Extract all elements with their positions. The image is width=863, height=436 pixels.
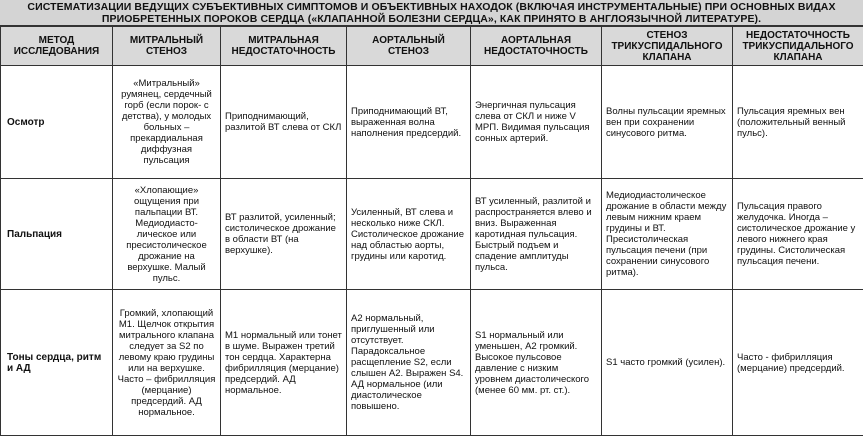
table-cell: Усиленный, ВТ слева и несколько ниже СКЛ. Систолическое дрожание над областью аорты, грудины или каротид. (347, 179, 471, 290)
comparison-table (0, 26, 863, 436)
table-cell: ВТ разлитой, усиленный; систолическое дрожание в области ВТ (на верхушке). (221, 179, 347, 290)
table-title (0, 0, 863, 26)
table-cell: «Митральный» румянец, сердечный горб (если порок- с детства), у молодых больных – прекардиальная диффузная пульсация (113, 66, 221, 179)
row-method-label: Осмотр (1, 66, 113, 179)
row-method-label: Тоны сердца, ритм и АД (1, 290, 113, 436)
header-mitral-regurgitation: МИТРАЛЬНАЯ НЕДОСТАТОЧНОСТЬ (221, 27, 347, 66)
table-cell: Пульсация правого желудочка. Иногда – систолическое дрожание у левого нижнего края грудины. Систолическая пульсация печени. (733, 179, 863, 290)
table-cell: Энергичная пульсация слева от СКЛ и ниже V МРП. Видимая пульсация сонных артерий. (471, 66, 602, 179)
table-cell: А2 нормальный, приглушенный или отсутствует. Парадоксальное расщепление S2, если слышен А2. Выражен S4. АД нормальное (или диастолическое повышено. (347, 290, 471, 436)
table-cell: ВТ усиленный, разлитой и распространяется влево и вниз. Выраженная каротидная пульсация. Быстрый подъем и спадение амплитуды пульса. (471, 179, 602, 290)
table-cell: Громкий, хлопающий М1. Щелчок открытия митрального клапана следует за S2 по левому краю грудины или на верхушке. Часто – фибрилляция (мерцание) предсердий. АД нормальное. (113, 290, 221, 436)
table-cell: «Хлопающие» ощущения при пальпации ВТ. Медиодиасто-лическое или пресистолическое дрожание на верхушке. Малый пульс. (113, 179, 221, 290)
table-cell: Пульсация яремных вен (положительный венный пульс). (733, 66, 863, 179)
table-cell: S1 часто громкий (усилен). (602, 290, 733, 436)
table-cell: М1 нормальный или тонет в шуме. Выражен третий тон сердца. Характерна фибрилляция (мерцание) предсердий. АД нормальное. (221, 290, 347, 436)
table-cell: S1 нормальный или уменьшен, А2 громкий. Высокое пульсовое давление с низким уровнем диастолического (менее 60 мм. рт. ст.). (471, 290, 602, 436)
title-line-2: ПРИОБРЕТЕННЫХ ПОРОКОВ СЕРДЦА («КЛАПАННОЙ БОЛЕЗНИ СЕРДЦА», КАК ПРИНЯТО В АНГЛОЯЗЫЧНОЙ ЛИТЕРАТУРЕ). (0, 13, 863, 25)
table-cell: Медиодиастолическое дрожание в области между левым нижним краем грудины и ВТ. Пресистолическая пульсация печени (при сохранении синусового ритма). (602, 179, 733, 290)
header-aortic-regurgitation: АОРТАЛЬНАЯ НЕДОСТАТОЧНОСТЬ (471, 27, 602, 66)
table-row (1, 179, 863, 290)
table-cell: Часто - фибрилляция (мерцание) предсердий. (733, 290, 863, 436)
header-mitral-stenosis: МИТРАЛЬНЫЙ СТЕНОЗ (113, 27, 221, 66)
table-row (1, 66, 863, 179)
header-method: МЕТОД ИССЛЕДОВАНИЯ (1, 27, 113, 66)
table-row (1, 290, 863, 436)
title-line-1: СИСТЕМАТИЗАЦИИ ВЕДУЩИХ СУБЪЕКТИВНЫХ СИМПТОМОВ И ОБЪЕКТИВНЫХ НАХОДОК (ВКЛЮЧАЯ ИНСТРУМЕНТАЛЬНЫЕ) ПРИ ОСНОВНЫХ ВИДАХ (0, 1, 863, 13)
header-row (1, 27, 863, 66)
table-cell: Приподнимающий, разлитой ВТ слева от СКЛ (221, 66, 347, 179)
header-aortic-stenosis: АОРТАЛЬНЫЙ СТЕНОЗ (347, 27, 471, 66)
header-tricuspid-stenosis: СТЕНОЗ ТРИКУСПИДАЛЬНОГО КЛАПАНА (602, 27, 733, 66)
header-tricuspid-regurgitation: НЕДОСТАТОЧНОСТЬ ТРИКУСПИДАЛЬНОГО КЛАПАНА (733, 27, 863, 66)
row-method-label: Пальпация (1, 179, 113, 290)
table-cell: Волны пульсации яремных вен при сохранении синусового ритма. (602, 66, 733, 179)
table-cell: Приподнимающий ВТ, выраженная волна наполнения предсердий. (347, 66, 471, 179)
